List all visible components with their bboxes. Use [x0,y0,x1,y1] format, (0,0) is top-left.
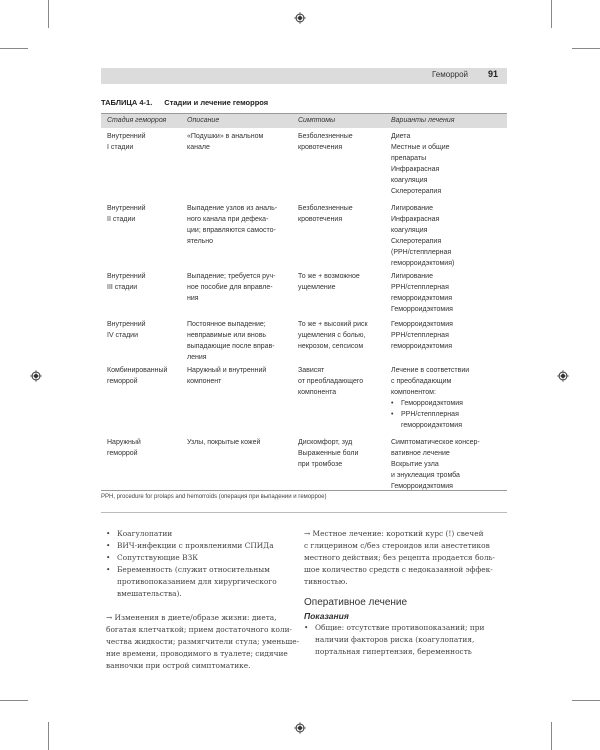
cell-line: Вскрытие узла [391,461,439,468]
running-header-title: Геморрой [432,70,469,79]
cell-line: Внутренний [107,321,146,328]
local-treatment-paragraph [304,528,504,588]
cell-line: Зависят [298,367,325,374]
cell-line: IV стадии [107,332,138,339]
text-line: ванночки при острой симптоматике. [106,661,251,670]
table-cell [107,365,187,387]
bullet-icon: • [106,541,111,550]
bullet-icon: • [106,565,111,574]
table-cell [391,319,507,352]
list-item-text: Коагулопатии [117,529,173,538]
registration-mark-icon [30,370,42,382]
lifestyle-paragraph [106,612,300,672]
list-item [106,528,296,540]
table-cell [391,437,507,492]
list-item-text: наличии факторов риска (коагулопатия, [315,635,475,644]
table-cell [187,203,295,247]
text-line: → Изменения в диете/образе жизни: диета, [106,613,277,622]
cell-line: То же + возможное [298,273,360,280]
cell-line: невправимые или вновь [187,332,267,339]
cell-line: «Подушки» в анальном [187,133,264,140]
cell-line: ущемление [298,284,336,291]
cell-line: Узлы, покрытые кожей [187,439,261,446]
bullet-icon: • [106,553,111,562]
table-cell [391,365,507,431]
table-cell [107,131,187,153]
cell-line: Выраженные боли [298,450,359,457]
table-cell [391,271,507,315]
cell-line: PPH/степплерная [391,332,449,339]
cell-line: Инфракрасная [391,216,440,223]
cell-line: II стадии [107,216,136,223]
cell-line: Лечение в соответствии [391,367,470,374]
column-header: Варианты лечения [391,117,455,124]
cell-line: Геморроидэктомия [391,321,453,328]
cell-line: Наружный [107,439,141,446]
cell-line: геморроидэктомия [391,343,452,350]
cell-line: Наружный и внутренний [187,367,267,374]
cell-line: при тромбозе [298,461,343,468]
cell-line: Лигирование [391,273,433,280]
list-item-text: Общие: отсутствие противопоказаний; при [315,623,485,632]
list-item-text: ВИЧ-инфекции с проявлениями СПИДа [117,541,274,550]
list-item-text: противопоказанием для хирургического [117,577,277,586]
cell-line: коагуляция [391,177,428,184]
page-number: 91 [488,69,499,79]
cell-line: геморрой [107,450,138,457]
list-item [304,634,504,646]
table-label: ТАБЛИЦА 4-1. [101,98,153,107]
table-cell [187,131,295,153]
registration-mark-icon [294,12,306,24]
cell-line: Безболезненные [298,133,353,140]
cell-line: Внутренний [107,205,146,212]
table-cell [298,319,390,352]
text-line: чества жидкости; размягчители стула; уменьше- [106,637,300,646]
cell-line: Внутренний [107,133,146,140]
cell-line: геморрой [107,378,138,385]
list-item-text: Сопутствующие ВЗК [117,553,198,562]
cell-line: и энуклеация тромба [391,472,460,479]
list-item [106,588,296,600]
bullet-icon: • [304,623,309,632]
cell-line: компонент [187,378,222,385]
table-cell [107,319,187,341]
cell-bullet-line: геморроидэктомия [401,422,462,429]
bullet-icon: • [106,529,111,538]
registration-mark-icon [294,722,306,734]
cell-line: кровотечения [298,216,343,223]
text-line: тивностью. [304,577,348,586]
crop-mark [572,48,600,49]
table-cell [298,203,390,225]
cell-line: компонента [298,389,337,396]
cell-line: Геморроидэктомия [391,306,453,313]
cell-bullet-line: • Геморроидэктомия [391,398,507,409]
cell-line: Комбинированный [107,367,168,374]
cell-line: выпадающие после вправ- [187,343,275,350]
cell-line: канале [187,144,210,151]
column-header: Стадия геморроя [107,117,167,124]
cell-line: от преобладающего [298,378,364,385]
crop-mark [0,48,28,49]
list-item [304,622,504,634]
cell-line: I стадии [107,144,134,151]
list-item-text: портальная гипертензия, беременность [315,647,472,656]
cell-line: Дискомфорт, зуд [298,439,353,446]
table-cell [298,271,390,293]
section-divider [101,512,507,513]
cell-line: Лигирование [391,205,433,212]
cell-line: некрозом, сепсисом [298,343,364,350]
cell-line: ятельно [187,238,214,245]
cell-line: То же + высокий риск [298,321,368,328]
cell-line: кровотечения [298,144,343,151]
registration-mark-icon [557,370,569,382]
table-cell [298,365,390,398]
cell-line: Постоянное выпадение; [187,321,266,328]
cell-line: Симптоматическое консер- [391,439,480,446]
text-line: с глицерином с/без стероидов или анестетиков [304,541,490,550]
cell-line: геморроидэктомия) [391,260,455,267]
table-caption [101,98,268,107]
table-header-row [101,113,507,128]
table-cell [187,271,295,304]
cell-line: компонентом: [391,389,436,396]
table-cell [298,131,390,153]
list-item [106,552,296,564]
crop-mark [572,700,600,701]
body-left-column [106,528,300,672]
crop-mark [551,0,552,28]
cell-line: ного канала при дефека- [187,216,269,223]
text-line: → Местное лечение: короткий курс (!) свечей [304,529,484,538]
table-cell [107,271,187,293]
table-cell [187,437,295,448]
column-header: Описание [187,117,220,124]
cell-line: Местные и общие [391,144,450,151]
cell-line: Склеротерапия [391,188,442,195]
table-cell [391,131,507,197]
cell-line: Геморроидэктомия [391,483,453,490]
list-item [106,540,296,552]
list-item [106,576,296,588]
cell-line: ущемления с болью, [298,332,366,339]
cell-line: коагуляция [391,227,428,234]
section-title: Оперативное лечение [304,597,408,608]
cell-line: (PPH/степплерная [391,249,452,256]
crop-mark [0,700,28,701]
cell-line: ции; вправляются самосто- [187,227,276,234]
cell-line: Диета [391,133,411,140]
table-title: Стадии и лечение геморроя [164,98,269,107]
subsection-title: Показания [304,611,349,621]
cell-line: вативное лечение [391,450,450,457]
table-cell [187,365,295,387]
indications-list [304,622,504,658]
table-cell [107,203,187,225]
cell-line: Выпадение; требуется руч- [187,273,276,280]
cell-line: Выпадение узлов из аналь- [187,205,278,212]
cell-line: ное пособие для вправле- [187,284,273,291]
column-header: Симптомы [298,117,336,124]
text-line: местного действия; без рецепта продается боль- [304,553,496,562]
cell-line: Инфракрасная [391,166,440,173]
cell-line: Внутренний [107,273,146,280]
cell-line: Склеротерапия [391,238,442,245]
crop-mark [551,722,552,750]
cell-line: геморроидэктомия [391,295,452,302]
table-cell [391,203,507,269]
table-footnote: PPH, procedure for prolaps and hemorroids (операция при выпадении и геморрое) [101,494,327,500]
text-line: ние времени, проводимого в туалете; сидячие [106,649,288,658]
cell-line: ления [187,354,207,361]
table-cell [298,437,390,470]
text-line: богатая клетчаткой; прием достаточного коли- [106,625,293,634]
cell-bullet-line: • PPH/степплерная [391,409,507,420]
cell-line: PPH/степплерная [391,284,449,291]
cell-line: препараты [391,155,427,162]
crop-mark [48,0,49,28]
body-right-column [304,528,504,658]
table-bottom-rule [101,490,507,491]
cell-line: ния [187,295,199,302]
text-line: шое количество средств с недоказанной эффек- [304,565,493,574]
cell-line: Безболезненные [298,205,353,212]
crop-mark [48,722,49,750]
table-cell [187,319,295,363]
list-item-text: вмешательства). [117,589,182,598]
list-item [304,646,504,658]
list-item [106,564,296,576]
contraindication-list [106,528,296,600]
cell-line: III стадии [107,284,138,291]
list-item-text: Беременность (служит относительным [117,565,270,574]
table-cell [107,437,187,459]
cell-line: с преобладающим [391,378,452,385]
